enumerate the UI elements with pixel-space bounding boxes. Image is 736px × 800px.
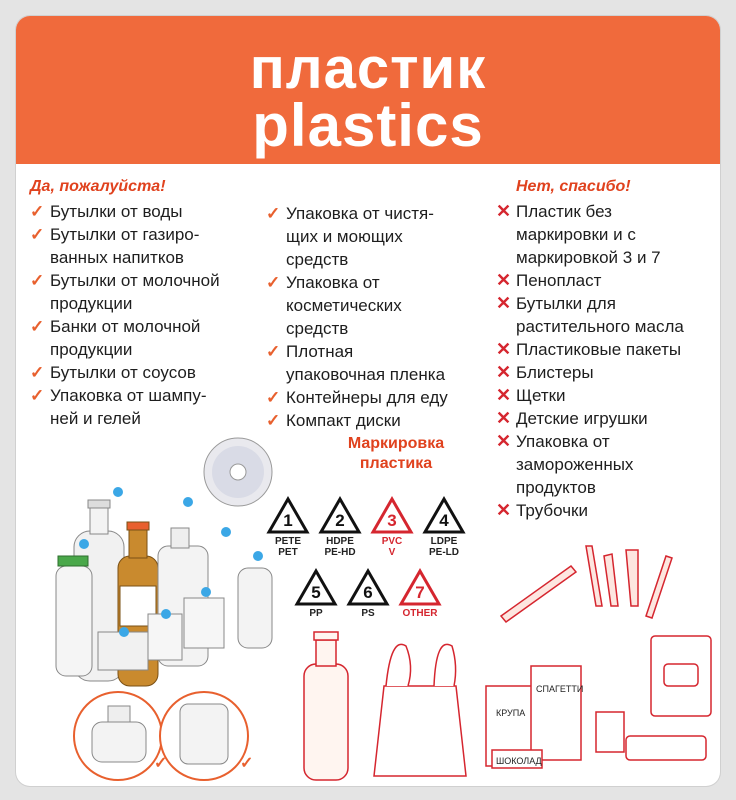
cutlery-icon <box>501 546 672 622</box>
infographic-card <box>16 16 720 786</box>
cross-icon: ✕ <box>496 500 512 520</box>
rejected-item-text: Детские игрушки <box>516 409 648 428</box>
rejected-item-text: Трубочки <box>516 501 588 520</box>
code-number: 7 <box>415 583 425 602</box>
code-label: PETE <box>274 536 302 547</box>
codes-title-line2: пластика <box>359 455 433 472</box>
code-number: 2 <box>335 511 345 530</box>
rejected-item-text: Пластик без маркировки и с маркировкой 3 и 7 <box>516 202 661 267</box>
rejected-item <box>496 384 718 407</box>
check-mark-1: ✓ <box>154 755 168 772</box>
recycling-triangle-icon <box>422 496 466 536</box>
check-icon: ✓ <box>266 388 281 407</box>
rejected-item <box>496 361 718 384</box>
accepted-item <box>30 200 270 223</box>
check-icon: ✓ <box>266 411 281 430</box>
accepted-item <box>266 386 486 409</box>
check-icon: ✓ <box>266 342 281 361</box>
code-number: 3 <box>387 511 397 530</box>
accepted-item-text: Бутылки от газиро- ванных напитков <box>50 225 200 267</box>
cross-icon: ✕ <box>496 431 512 451</box>
rejected-item <box>496 200 718 269</box>
check-icon: ✓ <box>30 363 45 382</box>
recycling-triangle-icon <box>370 496 414 536</box>
sauce-bottle-icon <box>238 568 272 648</box>
accepted-item <box>30 223 270 269</box>
accepted-item-text: Бутылки от воды <box>50 202 183 221</box>
title-english: plastics <box>252 92 484 159</box>
check-icon: ✓ <box>266 273 281 292</box>
blister-pack-icon <box>651 636 711 716</box>
rejected-item <box>496 407 718 430</box>
rejected-heading: Нет, спасибо! <box>516 178 631 195</box>
rejected-item <box>496 269 718 292</box>
rejected-list <box>496 178 718 522</box>
check-icon: ✓ <box>30 317 45 336</box>
jar-inset-icon <box>160 692 248 780</box>
cross-icon: ✕ <box>496 339 512 359</box>
check-icon: ✓ <box>266 204 281 223</box>
cross-icon: ✕ <box>496 362 512 382</box>
accepted-item-text: Упаковка от шампу- ней и гелей <box>50 386 207 428</box>
accepted-item-text: Компакт диски <box>286 411 401 430</box>
cross-icon: ✕ <box>496 270 512 290</box>
accepted-item <box>30 269 270 315</box>
accepted-item-text: Упаковка от косметических средств <box>286 273 402 338</box>
accepted-item-text: Бутылки от молочной продукции <box>50 271 220 313</box>
check-icon: ✓ <box>30 271 45 290</box>
check-icon: ✓ <box>30 386 45 405</box>
rejected-item-text: Щетки <box>516 386 566 405</box>
accepted-list-2 <box>266 202 486 432</box>
code-number: 1 <box>283 511 293 530</box>
accepted-item <box>266 271 486 340</box>
label-spagetti: СПАГЕТТИ <box>536 684 584 694</box>
rejected-item-text: Бутылки для растительного масла <box>516 294 684 336</box>
accepted-heading: Да, пожалуйста! <box>30 178 166 195</box>
accepted-item-text: Контейнеры для еду <box>286 388 448 407</box>
code-number: 6 <box>363 583 373 602</box>
codes-title-line1: Маркировка <box>347 435 445 452</box>
check-icon: ✓ <box>30 225 45 244</box>
accepted-items-illustration <box>16 436 306 786</box>
code-number: 5 <box>311 583 321 602</box>
label-krupa: КРУПА <box>496 708 526 718</box>
label-shokolad: ШОКОЛАД <box>496 756 542 766</box>
accepted-item-text: Упаковка от чистя- щих и моющих средств <box>286 204 434 269</box>
rejected-items-illustration <box>286 536 720 786</box>
code-label: LDPE <box>430 536 458 547</box>
code-number: 4 <box>439 511 449 530</box>
code-label: PET <box>278 547 298 558</box>
accepted-list-1 <box>30 178 270 430</box>
accepted-item-text: Банки от молочной продукции <box>50 317 201 359</box>
header-banner <box>16 16 720 164</box>
plastic-bag-icon <box>374 644 466 776</box>
code-label: HDPE <box>326 536 354 547</box>
accepted-item <box>30 384 270 430</box>
check-icon: ✓ <box>30 202 45 221</box>
rejected-item <box>496 430 718 499</box>
check-mark-2: ✓ <box>240 755 254 772</box>
accepted-item-text: Плотная упаковочная пленка <box>286 342 446 384</box>
code-label: OTHER <box>402 608 438 619</box>
rejected-item-text: Пластиковые пакеты <box>516 340 682 359</box>
cross-icon: ✕ <box>496 408 512 428</box>
cross-icon: ✕ <box>496 201 512 221</box>
bottle-neck-inset-icon <box>74 692 162 780</box>
cross-icon: ✕ <box>496 385 512 405</box>
accepted-item <box>266 202 486 271</box>
code-label: PS <box>361 608 375 619</box>
rejected-item-text: Блистеры <box>516 363 594 382</box>
recycling-triangle-icon <box>318 496 362 536</box>
rejected-item <box>496 338 718 361</box>
rejected-item-text: Упаковка от замороженных продуктов <box>516 432 634 497</box>
code-label: V <box>388 547 396 558</box>
accepted-item <box>266 340 486 386</box>
rejected-item <box>496 292 718 338</box>
oil-bottle-icon <box>304 632 348 780</box>
code-label: PE-HD <box>324 547 356 558</box>
cd-disc-icon <box>204 438 272 506</box>
accepted-item-text: Бутылки от соусов <box>50 363 196 382</box>
title-russian: пластик <box>249 36 487 101</box>
code-label: PE-LD <box>429 547 459 558</box>
rejected-item <box>496 499 718 522</box>
rejected-item-text: Пенопласт <box>516 271 602 290</box>
code-label: PP <box>309 608 323 619</box>
code-label: PVC <box>381 536 403 547</box>
milk-bottle-icon <box>56 556 92 676</box>
codes-title <box>316 434 476 474</box>
accepted-item <box>30 361 270 384</box>
cross-icon: ✕ <box>496 293 512 313</box>
accepted-item <box>266 409 486 432</box>
accepted-item <box>30 315 270 361</box>
